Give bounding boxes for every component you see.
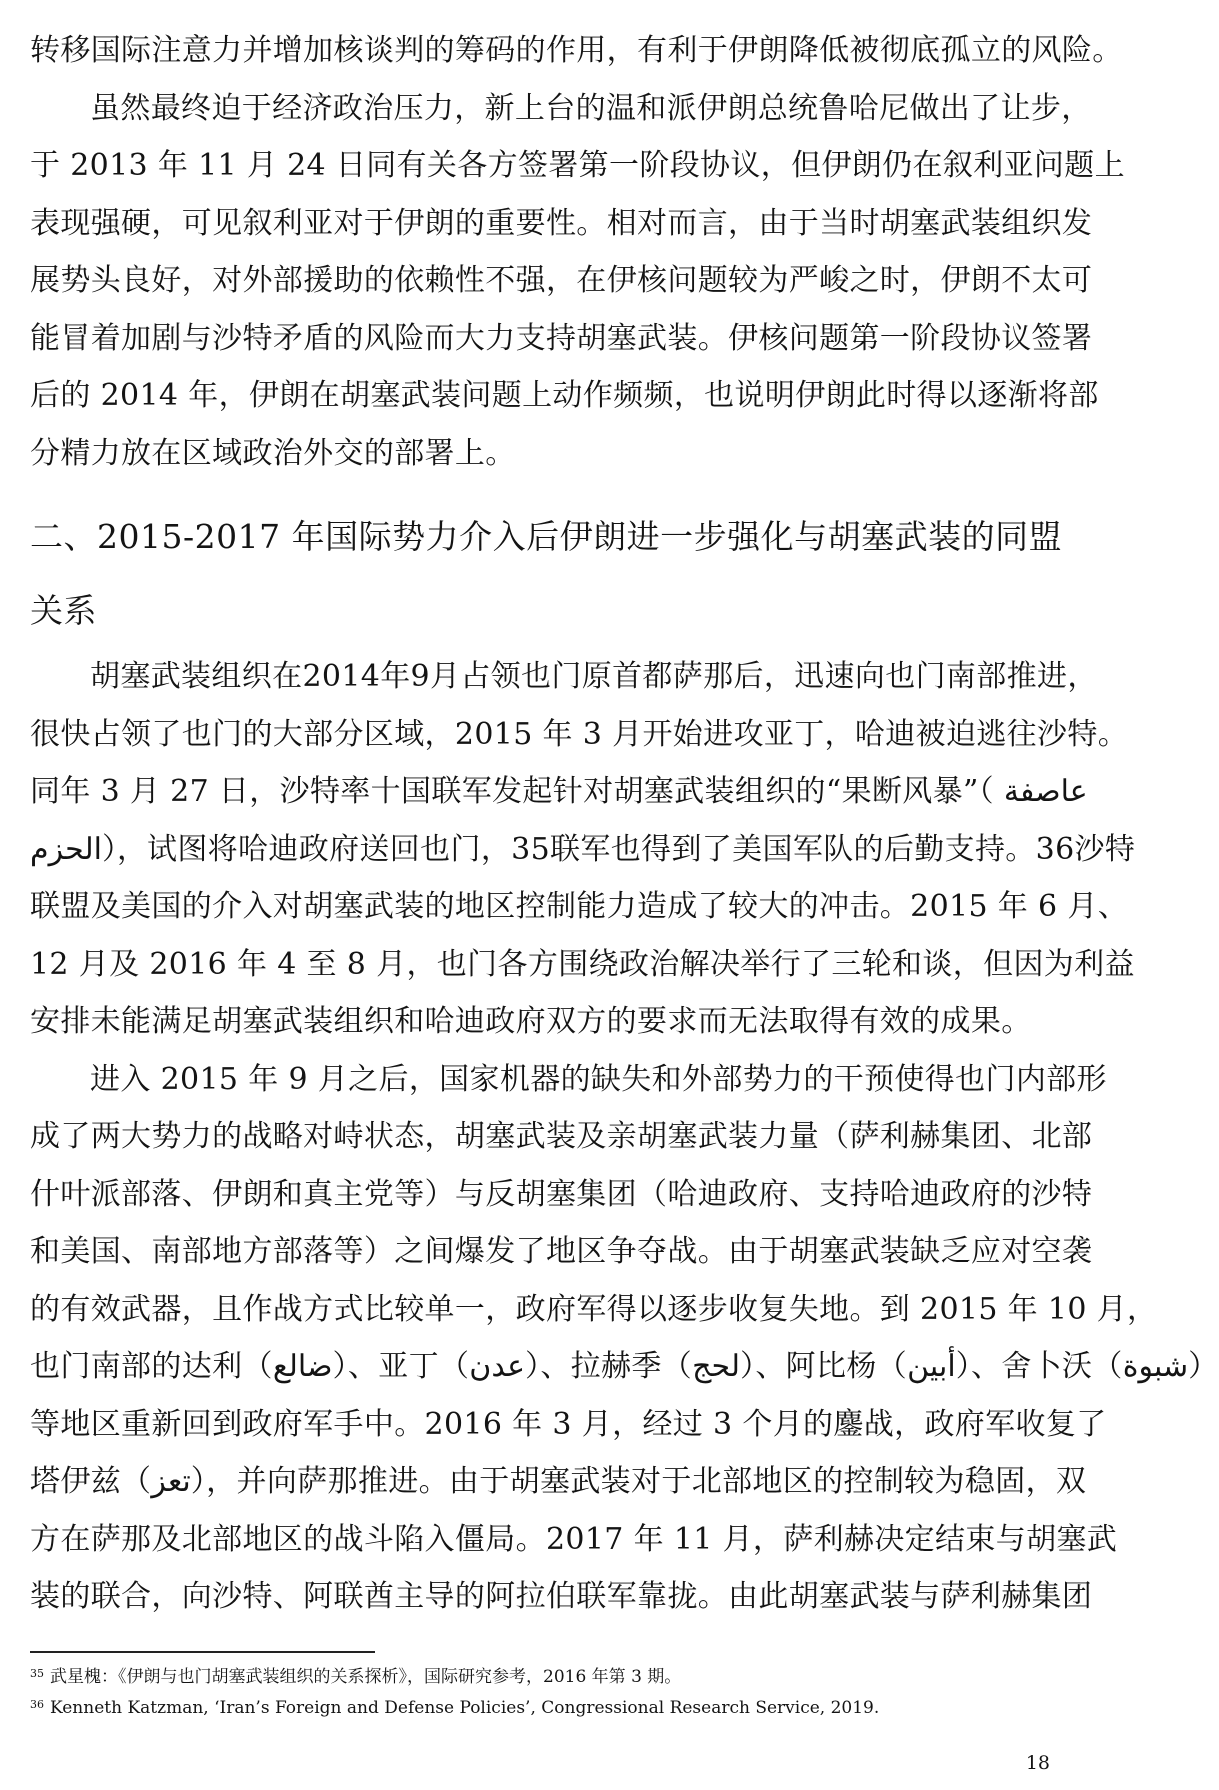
footnote-divider: [30, 1651, 375, 1653]
text-line: 进入 2015 年 9 月之后，国家机器的缺失和外部势力的干预使得也门内部形: [90, 1061, 1107, 1097]
text-line: 装的联合，向沙特、阿联酋主导的阿拉伯联军靠拢。由此胡塞武装与萨利赫集团: [30, 1579, 1093, 1614]
text-line: 等地区重新回到政府军手中。2016 年 3 月，经过 3 个月的鏖战，政府军收复了: [30, 1406, 1107, 1442]
text-line: 分精力放在区域政治外交的部署上。: [30, 435, 516, 471]
text-line: 和美国、南部地方部落等）之间爆发了地区争夺战。由于胡塞武装缺乏应对空袭: [30, 1234, 1093, 1269]
text-line: 后的 2014 年，伊朗在胡塞武装问题上动作频频，也说明伊朗此时得以逐渐将部: [30, 378, 1099, 413]
footnotes: [30, 1660, 1050, 1722]
text-line: 虽然最终迫于经济政治压力，新上台的温和派伊朗总统鲁哈尼做出了让步，: [90, 90, 1092, 126]
footnote-text: Kenneth Katzman, ‘Iran’s Foreign and Defense Policies’, Congressional Research Service, 2019.: [50, 1698, 880, 1718]
section-heading: 二、2015-2017 年国际势力介入后伊朗进一步强化与胡塞武装的同盟: [30, 517, 1063, 556]
text-line: 表现强硬，可见叙利亚对于伊朗的重要性。相对而言，由于当时胡塞武装组织发: [30, 205, 1093, 241]
text-line: 安排未能满足胡塞武装组织和哈迪政府双方的要求而无法取得有效的成果。: [30, 1004, 1032, 1039]
text-line: 联盟及美国的介入对胡塞武装的地区控制能力造成了较大的冲击。2015 年 6 月、: [30, 889, 1129, 924]
text-line: 同年 3 月 27 日，沙特率十国联军发起针对胡塞武装组织的“果断风暴”（ عاصفة: [30, 774, 1088, 809]
text-line: 方在萨那及北部地区的战斗陷入僵局。2017 年 11 月，萨利赫决定结束与胡塞武: [30, 1521, 1118, 1557]
document-page: [30, 0, 1219, 1790]
footnote-36: [30, 1691, 1050, 1722]
page-number: 18: [1025, 1752, 1050, 1774]
text-line: 12 月及 2016 年 4 至 8 月，也门各方围绕政治解决举行了三轮和谈，但因为利益: [30, 946, 1135, 982]
text-line: 什叶派部落、伊朗和真主党等）与反胡塞集团（哈迪政府、支持哈迪政府的沙特: [30, 1176, 1093, 1212]
footnote-number: 35: [30, 1667, 44, 1680]
text-line: 很快占领了也门的大部分区域，2015 年 3 月开始进攻亚丁，哈迪被迫逃往沙特。: [30, 716, 1129, 752]
text-line: 转移国际注意力并增加核谈判的筹码的作用，有利于伊朗降低被彻底孤立的风险。: [30, 33, 1123, 68]
text-line: 能冒着加剧与沙特矛盾的风险而大力支持胡塞武装。伊核问题第一阶段协议签署: [30, 320, 1093, 356]
text-line: 展势头良好，对外部援助的依赖性不强，在伊核问题较为严峻之时，伊朗不太可: [30, 263, 1093, 298]
text-line: 胡塞武装组织在2014年9月占领也门原首都萨那后，迅速向也门南部推进，: [90, 659, 1098, 694]
text-line: 成了两大势力的战略对峙状态，胡塞武装及亲胡塞武装力量（萨利赫集团、北部: [30, 1119, 1093, 1154]
footnote-number: 36: [30, 1698, 44, 1711]
footnote-text: 武星槐：《伊朗与也门胡塞武装组织的关系探析》，国际研究参考，2016 年第 3 期。: [50, 1667, 682, 1687]
text-line: الحزم），试图将哈迪政府送回也门，35联军也得到了美国军队的后勤支持。36沙特: [30, 831, 1136, 867]
footnote-35: [30, 1660, 1050, 1691]
text-line: 的有效武器，且作战方式比较单一，政府军得以逐步收复失地。到 2015 年 10 月，: [30, 1291, 1158, 1327]
body-text: [30, 22, 1219, 1626]
text-line: 也门南部的达利（ضالع）、亚丁（عدن）、拉赫季（لحج）、阿比杨（أبين）、舍卜沃（شبوة）: [30, 1349, 1219, 1384]
text-line: 塔伊兹（تعز），并向萨那推进。由于胡塞武装对于北部地区的控制较为稳固，双: [30, 1464, 1087, 1499]
text-line: 于 2013 年 11 月 24 日同有关各方签署第一阶段协议，但伊朗仍在叙利亚问题上: [30, 148, 1125, 183]
section-heading: 关系: [30, 591, 97, 630]
